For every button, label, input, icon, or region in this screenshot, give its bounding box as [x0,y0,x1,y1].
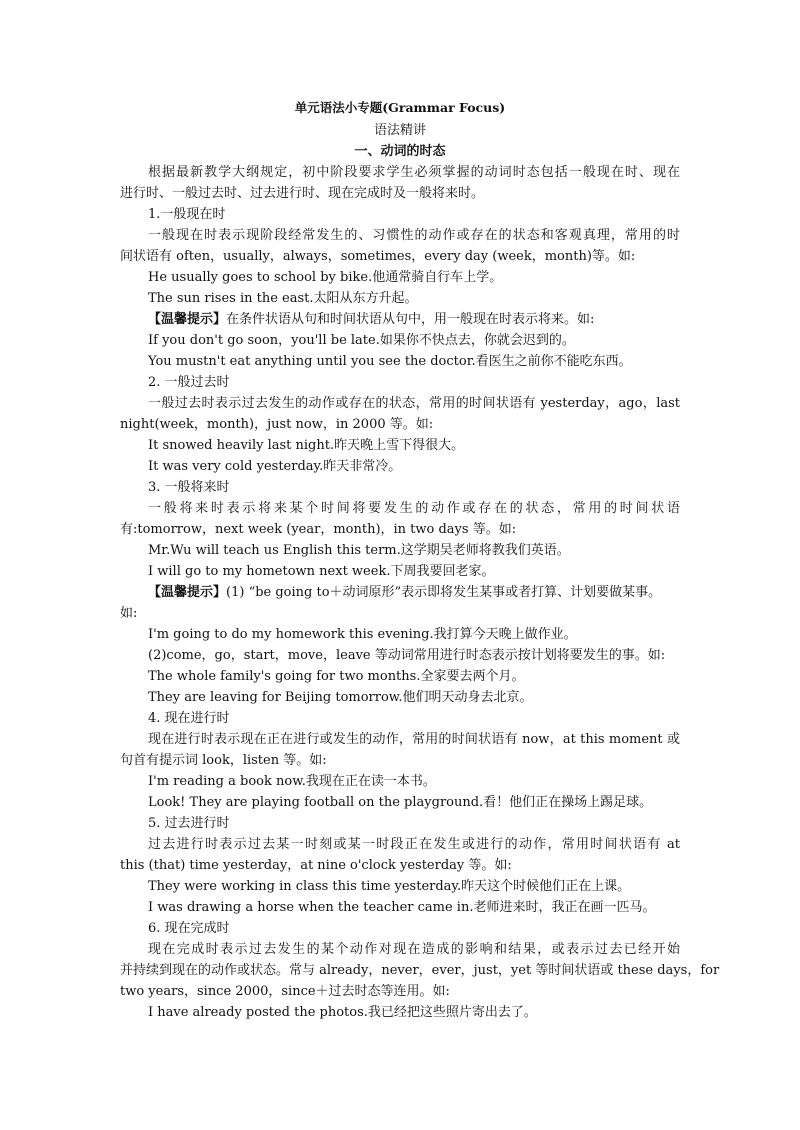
s3-heading: 3. 一般将来时 [148,480,230,495]
s1-heading: 1.一般现在时 [148,207,226,222]
s2-example-1: It snowed heavily last night.昨天晚上雪下得很大。 [148,438,465,453]
s3-body-1: 一般将来时表示将来某个时间将要发生的动作或存在的状态，常用的时间状语 [148,501,680,516]
s4-body-2: 句首有提示词 look，listen 等。如: [120,753,327,768]
section-heading: 一、动词的时态 [354,144,446,159]
s3-tip-example-4: They are leaving for Beijing tomorrow.他们明天动身去北京。 [148,690,533,705]
s5-body-1: 过去进行时表示过去某一时刻或某一时段正在发生或进行的动作，常用时间状语有 at [148,837,680,852]
tip-label: 【温馨提示】 [148,312,227,327]
s2-body-2: night(week，month)，just now，in 2000 等。如: [120,417,434,432]
doc-subtitle: 语法精讲 [373,123,426,138]
s6-heading: 6. 现在完成时 [148,921,230,936]
s6-example-1: I have already posted the photos.我已经把这些照片寄出去了。 [148,1005,537,1020]
s1-body-1: 一般现在时表示现阶段经常发生的、习惯性的动作或存在的状态和客观真理，常用的时 [148,228,680,243]
s6-body-2: 并持续到现在的动作或状态。常与 already，never，ever，just，yet 等时间状语或 these days，for [120,963,720,978]
s2-heading: 2. 一般过去时 [148,375,230,390]
s1-tip [148,310,708,330]
s4-body-1: 现在进行时表示现在正在进行或发生的动作，常用的时间状语有 now，at this moment 或 [148,732,680,747]
doc-title: 单元语法小专题(Grammar Focus) [294,100,506,115]
tip-text: 在条件状语从句和时间状语从句中，用一般现在时表示将来。如: [226,312,595,327]
tip-text: (1) “be going to＋动词原形”表示即将发生某事或者打算、计划要做某事。 [226,585,662,600]
intro-line-2: 进行时、一般过去时、过去进行时、现在完成时及一般将来时。 [120,186,485,201]
s4-heading: 4. 现在进行时 [148,711,230,726]
s3-tip-example-2: (2)come，go，start，move，leave 等动词常用进行时态表示按计划将要发生的事。如: [148,648,666,663]
s3-example-1: Mr.Wu will teach us English this term.这学期吴老师将教我们英语。 [148,543,570,558]
s5-heading: 5. 过去进行时 [148,816,230,831]
s3-example-2: I will go to my hometown next week.下周我要回老家。 [148,564,495,579]
s1-tip-example-1: If you don't go soon，you'll be late.如果你不快点去，你就会迟到的。 [148,333,575,348]
tip-label: 【温馨提示】 [148,585,227,600]
s2-example-2: It was very cold yesterday.昨天非常冷。 [148,459,402,474]
s1-body-2: 间状语有 often，usually，always，sometimes，every day (week，month)等。如: [120,249,636,264]
s1-tip-example-2: You mustn't eat anything until you see the doctor.看医生之前你不能吃东西。 [148,354,632,369]
s4-example-1: I'm reading a book now.我现在正在读一本书。 [148,774,436,789]
s3-tip-example-3: The whole family's going for two months.全家要去两个月。 [148,669,525,684]
s3-tip-example-1: I'm going to do my homework this evening.我打算今天晚上做作业。 [148,627,577,642]
s1-example-1: He usually goes to school by bike.他通常骑自行车上学。 [148,270,503,285]
s5-example-2: I was drawing a horse when the teacher came in.老师进来时，我正在画一匹马。 [148,900,656,915]
s2-body-1: 一般过去时表示过去发生的动作或存在的状态，常用的时间状语有 yesterday，ago，last [148,396,680,411]
s5-example-1: They were working in class this time yesterday.昨天这个时候他们正在上课。 [148,879,631,894]
s6-body-1: 现在完成时表示过去发生的某个动作对现在造成的影响和结果，或表示过去已经开始 [148,942,680,957]
s5-body-2: this (that) time yesterday，at nine o'clock yesterday 等。如: [120,858,512,873]
s1-example-2: The sun rises in the east.太阳从东方升起。 [148,291,418,306]
s3-tip-cont: 如: [120,606,138,621]
s4-example-2: Look! They are playing football on the playground.看！他们正在操场上踢足球。 [148,795,653,810]
s3-body-2: 有:tomorrow，next week (year，month)，in two days 等。如: [120,522,517,537]
s3-tip [148,583,708,603]
s6-body-3: two years，since 2000，since＋过去时态等连用。如: [120,984,450,999]
intro-line-1: 根据最新教学大纲规定，初中阶段要求学生必须掌握的动词时态包括一般现在时、现在 [148,165,680,180]
